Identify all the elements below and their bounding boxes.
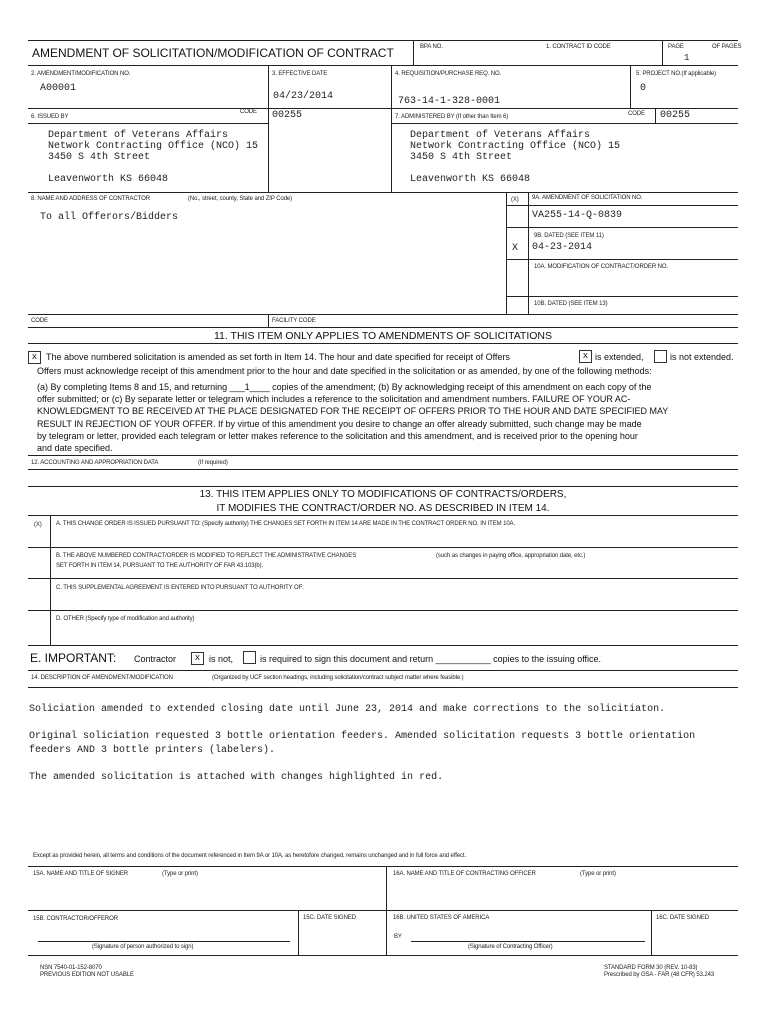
- is-required-text: is required to sign this document and return ___________ copies to the issuing office.: [260, 654, 602, 664]
- item11-para-4: RESULT IN REJECTION OF YOUR OFFER. If by virtue of this amendment you desire to change an offer already submitted, such change may be made: [37, 419, 642, 429]
- item13b-text-2: SET FORTH IN ITEM 14, PURSUANT TO THE AUTHORITY OF FAR 43.103(b).: [56, 563, 264, 569]
- item7-label: 7. ADMINISTERED BY (If other than Item 6): [395, 114, 509, 120]
- except-text: Except as provided herein, all terms and conditions of the document referenced in Item 9A or 10A, as heretofore changed, remains unchanged and in full force and effect.: [33, 853, 467, 859]
- item9-x-label: (X): [511, 197, 519, 203]
- item9b-mark: X: [512, 243, 519, 254]
- admin-address-line4: Leavenworth KS 66048: [410, 174, 531, 185]
- item11-para-5: by telegram or letter, provided each telegram or letter makes reference to the solicitation and this amendment, and is received prior to the opening hour: [37, 431, 638, 441]
- item11-para-2: offer submitted; or (c) By separate letter or telegram which includes a reference to the solicitation and amendment numbers. FAILURE OF YOUR AC-: [37, 394, 631, 404]
- description-paragraph-1: Soliciation amended to extended closing date until June 23, 2014 and make corrections to the solicitiaton.: [29, 704, 666, 715]
- code-label: CODE: [31, 318, 48, 324]
- item2-label: 2. AMENDMENT/MODIFICATION NO.: [31, 71, 131, 77]
- admin-address-line2: Network Contracting Office (NCO) 15: [410, 141, 621, 152]
- item14-sublabel: (Organized by UCF section headings, including solicitation/contract subject matter where feasible.): [212, 675, 464, 681]
- item15c-label: 15C. DATE SIGNED: [303, 915, 356, 921]
- by-label: BY: [394, 934, 402, 940]
- item11-heading: 11. THIS ITEM ONLY APPLIES TO AMENDMENTS OF SOLICITATIONS: [213, 330, 553, 342]
- item11-para-6: and date specified.: [37, 443, 113, 453]
- prescribed-by: Prescribed by GSA - FAR (48 CFR) 53.243: [604, 972, 715, 978]
- item16c-label: 16C. DATE SIGNED: [656, 915, 709, 921]
- item15a-label: 15A. NAME AND TITLE OF SIGNER: [33, 871, 129, 877]
- extended-label: is extended,: [595, 352, 644, 362]
- previous-edition-note: PREVIOUS EDITION NOT USABLE: [40, 972, 134, 978]
- extended-checkbox[interactable]: x: [579, 350, 592, 363]
- contract-id-label: 1. CONTRACT ID CODE: [546, 44, 611, 50]
- item11-para-0: Offers must acknowledge receipt of this amendment prior to the hour and date specified in the solicitation or as amended, by one of the following methods:: [37, 366, 652, 376]
- item16b-label: 16B. UNITED STATES OF AMERICA: [393, 915, 490, 921]
- item13c-text: C. THIS SUPPLEMENTAL AGREEMENT IS ENTERED INTO PURSUANT TO AUTHORITY OF:: [56, 585, 304, 591]
- item13a-text: A. THIS CHANGE ORDER IS ISSUED PURSUANT TO: (Specify authority) THE CHANGES SET FORTH IN ITEM 14 ARE MADE IN THE CONTRACT ORDER NO. IN ITEM 10A.: [56, 521, 516, 527]
- item6-code-label: CODE: [240, 109, 257, 115]
- description-paragraph-2b: feeders AND 3 bottle printers (labelers).: [29, 745, 276, 756]
- item16a-label: 16A. NAME AND TITLE OF CONTRACTING OFFICER: [393, 871, 536, 877]
- issuer-address-line3: 3450 S 4th Street: [48, 152, 151, 163]
- not-extended-label: is not extended.: [670, 352, 734, 362]
- solicitation-date: 04-23-2014: [532, 242, 593, 253]
- solicitation-number: VA255-14-Q-0839: [532, 210, 623, 221]
- is-required-checkbox[interactable]: [243, 651, 256, 664]
- item8-sublabel: (No., street, county, State and ZIP Code): [188, 196, 293, 202]
- form-title: AMENDMENT OF SOLICITATION/MODIFICATION OF CONTRACT: [32, 46, 394, 60]
- not-extended-checkbox[interactable]: [654, 350, 667, 363]
- item13b-text: B. THE ABOVE NUMBERED CONTRACT/ORDER IS MODIFIED TO REFLECT THE ADMINISTRATIVE CHANGES: [56, 553, 357, 559]
- is-not-checkbox[interactable]: x: [191, 652, 204, 665]
- important-label: E. IMPORTANT:: [30, 651, 117, 665]
- item10a-label: 10A. MODIFICATION OF CONTRACT/ORDER NO.: [534, 264, 668, 270]
- issuer-address-line4: Leavenworth KS 66048: [48, 174, 169, 185]
- item12-sublabel: (If required): [198, 460, 228, 466]
- facility-code-label: FACILITY CODE: [272, 318, 316, 324]
- bpa-label: BPA NO.: [420, 44, 443, 50]
- item10b-label: 10B. DATED (SEE ITEM 13): [534, 301, 608, 307]
- contractor-label: Contractor: [134, 654, 177, 664]
- page-label: PAGE: [668, 44, 684, 50]
- admin-address-line3: 3450 S 4th Street: [410, 152, 513, 163]
- officer-signature-caption: (Signature of Contracting Officer): [468, 944, 553, 950]
- item9a-label: 9A. AMENDMENT OF SOLICITATION NO.: [532, 195, 643, 201]
- item12-label: 12. ACCOUNTING AND APPROPRIATION DATA: [31, 460, 159, 466]
- project-number: 0: [640, 83, 647, 94]
- admin-code: 00255: [660, 110, 691, 121]
- item13-heading-1: 13. THIS ITEM APPLIES ONLY TO MODIFICATIONS OF CONTRACTS/ORDERS,: [199, 489, 567, 500]
- item11-para-3: KNOWLEDGMENT TO BE RECEIVED AT THE PLACE DESIGNATED FOR THE RECEIPT OF OFFERS PRIOR TO THE HOUR AND DATE SPECIFIED MAY: [37, 406, 669, 416]
- is-not-label: is not,: [209, 654, 234, 664]
- contractor-name: To all Offerors/Bidders: [40, 212, 179, 223]
- issuer-address-line1: Department of Veterans Affairs: [48, 130, 229, 141]
- item6-label: 6. ISSUED BY: [31, 114, 69, 120]
- item8-label: 8. NAME AND ADDRESS OF CONTRACTOR: [31, 196, 150, 202]
- item11-checkbox[interactable]: x: [28, 351, 41, 364]
- issuer-address-line2: Network Contracting Office (NCO) 15: [48, 141, 259, 152]
- item9b-label: 9B. DATED (SEE ITEM 11): [534, 233, 604, 239]
- item16a-type-print: (Type or print): [580, 871, 616, 877]
- item13d-text: D. OTHER (Specify type of modification and authority): [56, 616, 195, 622]
- item14-label: 14. DESCRIPTION OF AMENDMENT/MODIFICATION: [31, 675, 173, 681]
- admin-address-line1: Department of Veterans Affairs: [410, 130, 591, 141]
- page-number: 1: [684, 53, 690, 63]
- item13-heading-2: IT MODIFIES THE CONTRACT/ORDER NO. AS DESCRIBED IN ITEM 14.: [216, 503, 550, 514]
- item15b-label: 15B. CONTRACTOR/OFFEROR: [33, 916, 118, 922]
- amendment-number: A00001: [40, 83, 77, 94]
- description-paragraph-3: The amended solicitation is attached with changes highlighted in red.: [29, 772, 444, 783]
- contractor-signature-caption: (Signature of person authorized to sign): [92, 944, 194, 950]
- item13-x-label: (X): [34, 522, 42, 528]
- item5-label: 5. PROJECT NO.(If applicable): [636, 71, 717, 77]
- item7-code-label: CODE: [628, 111, 645, 117]
- effective-date: 04/23/2014: [273, 91, 334, 102]
- nsn-number: NSN 7540-01-152-8070: [40, 965, 102, 971]
- item4-label: 4. REQUISITION/PURCHASE REQ. NO.: [395, 71, 502, 77]
- requisition-number: 763-14-1-328-0001: [398, 96, 501, 107]
- item15a-type-print: (Type or print): [162, 871, 198, 877]
- of-pages-label: OF PAGES: [712, 44, 742, 50]
- item13b-sublabel: (such as changes in paying office, appropriation date, etc.): [436, 553, 586, 559]
- description-paragraph-2a: Original soliciation requested 3 bottle orientation feeders. Amended solicitation requests 3 bottle orientation: [29, 731, 696, 742]
- item11-para-1: (a) By completing Items 8 and 15, and returning ___1____ copies of the amendment; (b) By acknowledging receipt of this amendment on each copy of the: [37, 382, 652, 392]
- issuer-code: 00255: [272, 110, 303, 121]
- standard-form-number: STANDARD FORM 30 (REV. 10-83): [604, 965, 698, 971]
- item11-text: The above numbered solicitation is amended as set forth in Item 14. The hour and date specified for receipt of Offers: [46, 352, 510, 362]
- item3-label: 3. EFFECTIVE DATE: [272, 71, 328, 77]
